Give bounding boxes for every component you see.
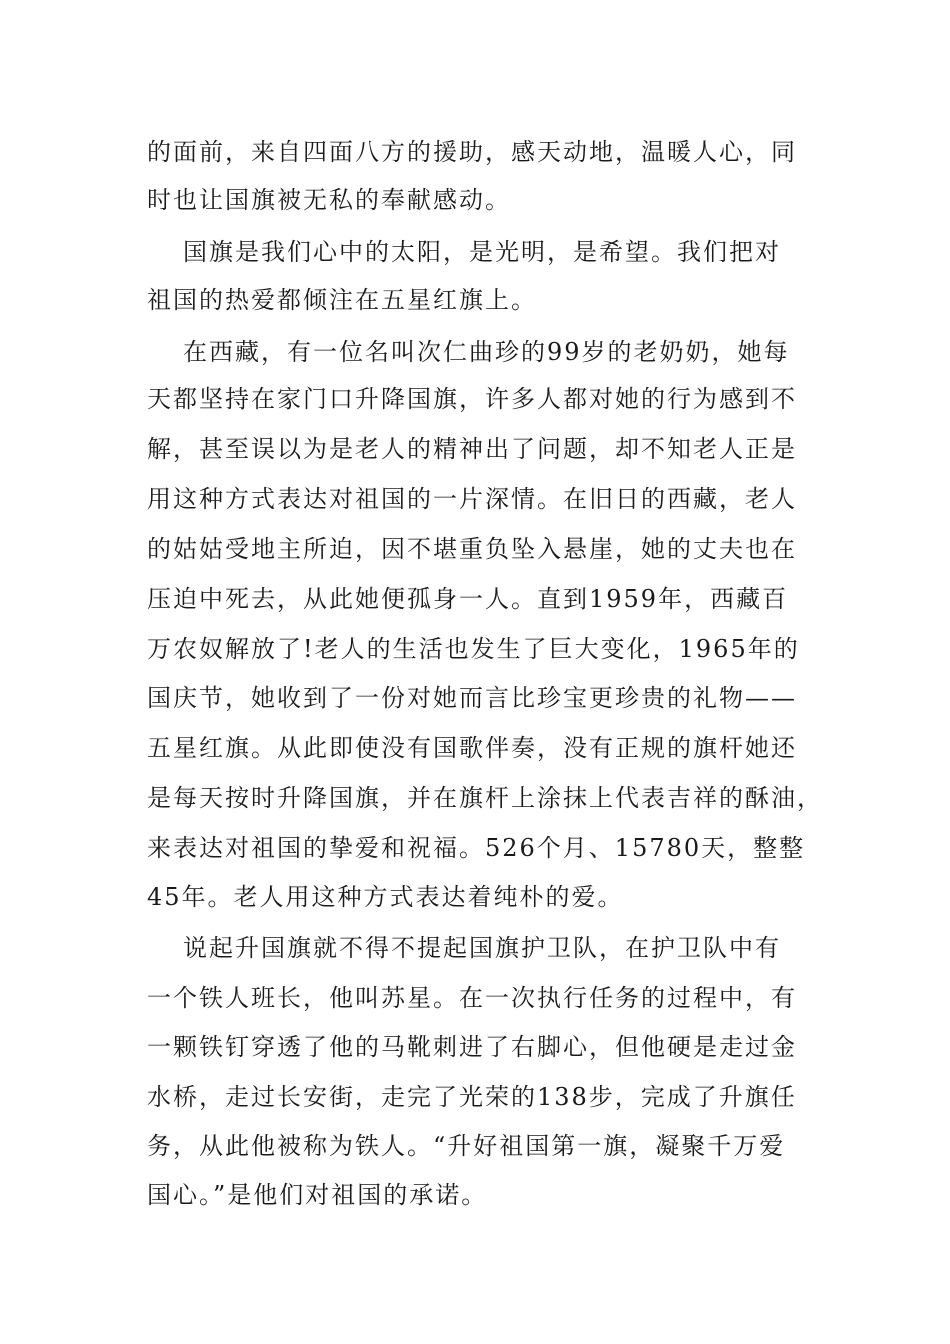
text-line: 一个铁人班长，他叫苏星。在一次执行任务的过程中，有 <box>147 984 797 1012</box>
text-line: 一颗铁钉穿透了他的马靴刺进了右脚心，但他硬是走过金 <box>147 1033 797 1061</box>
text-line: 压迫中死去，从此她便孤身一人。直到1959年，西藏百 <box>147 585 789 613</box>
text-line: 45年。老人用这种方式表达着纯朴的爱。 <box>147 883 624 911</box>
text-line: 国心。”是他们对祖国的承诺。 <box>147 1181 488 1209</box>
text-line: 务，从此他被称为铁人。“升好祖国第一旗，凝聚千万爱 <box>147 1132 786 1160</box>
text-line: 来表达对祖国的挚爱和祝福。526个月、15780天，整整 <box>147 834 806 862</box>
text-line: 万农奴解放了!老人的生活也发生了巨大变化，1965年的 <box>147 635 800 663</box>
text-line: 国庆节，她收到了一份对她而言比珍宝更珍贵的礼物—— <box>147 684 797 712</box>
text-line: 是每天按时升降国旗，并在旗杆上涂抹上代表吉祥的酥油， <box>147 784 823 812</box>
text-line: 的面前，来自四面八方的援助，感天动地，温暖人心，同 <box>147 138 797 166</box>
text-line: 五星红旗。从此即使没有国歌伴奏，没有正规的旗杆她还 <box>147 734 797 762</box>
paragraph-start-line: 在西藏，有一位名叫次仁曲珍的99岁的老奶奶，她每 <box>183 338 790 366</box>
text-line: 祖国的热爱都倾注在五星红旗上。 <box>147 286 537 314</box>
paragraph-start-line: 说起升国旗就不得不提起国旗护卫队，在护卫队中有 <box>183 934 781 962</box>
text-line: 用这种方式表达对祖国的一片深情。在旧日的西藏，老人 <box>147 485 797 513</box>
text-line: 天都坚持在家门口升降国旗，许多人都对她的行为感到不 <box>147 385 797 413</box>
text-line: 水桥，走过长安街，走完了光荣的138步，完成了升旗任 <box>147 1083 797 1111</box>
paragraph-start-line: 国旗是我们心中的太阳，是光明，是希望。我们把对 <box>183 238 781 266</box>
text-line: 解，甚至误以为是老人的精神出了问题，却不知老人正是 <box>147 435 797 463</box>
text-line: 的姑姑受地主所迫，因不堪重负坠入悬崖，她的丈夫也在 <box>147 535 797 563</box>
text-line: 时也让国旗被无私的奉献感动。 <box>147 186 511 214</box>
